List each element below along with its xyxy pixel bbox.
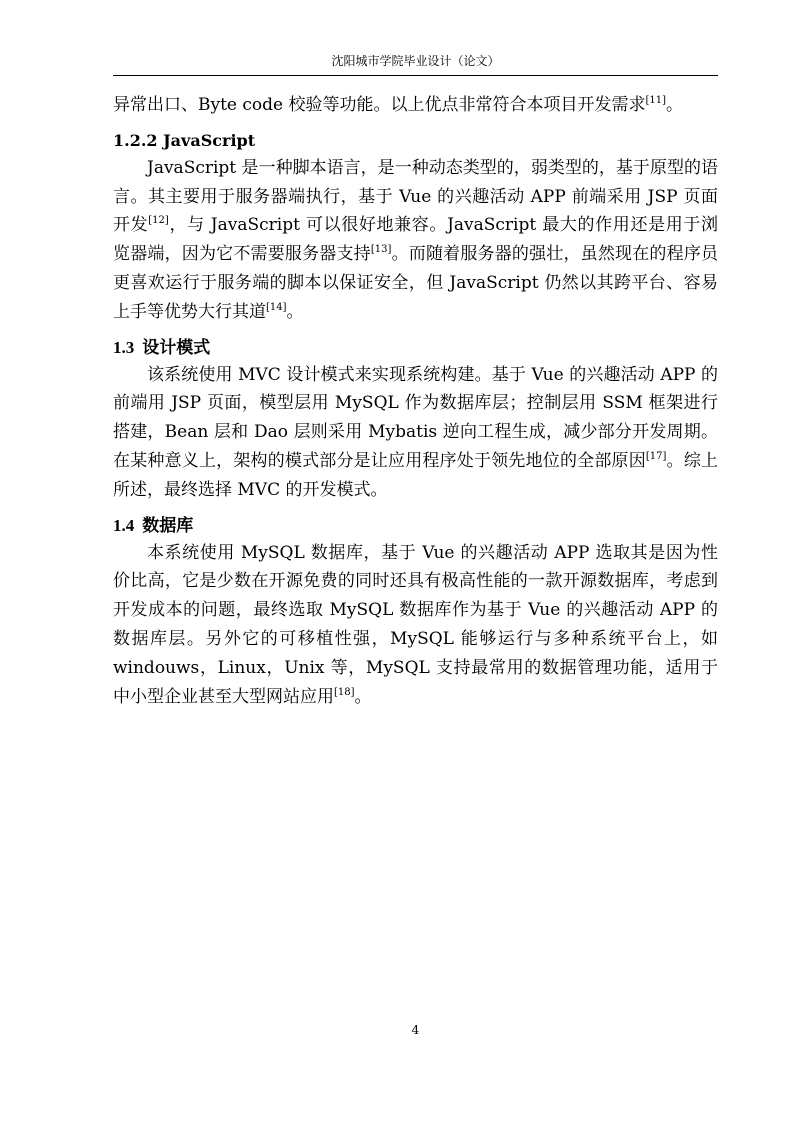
header-rule (113, 75, 718, 76)
page-number: 4 (411, 1023, 420, 1037)
paragraph-text: 该系统使用 MVC 设计模式来实现系统构建。基于 Vue 的兴趣活动 APP 的前端用 JSP 页面，模型层用 MySQL 作为数据库层；控制层用 SSM 框架进行搭建，Bean 层和 Dao 层则采用 Mybatis 逆向工程生成，减少部分开发周期。在某种意义上，架构的模式部分是让应用程序处于领先地位的全部原因 (113, 364, 718, 471)
page-header: 沈阳城市学院毕业设计（论文） (331, 54, 500, 68)
paragraph-end: 。 (354, 686, 372, 707)
citation: [18] (334, 686, 355, 698)
citation: [17] (645, 450, 667, 462)
paragraph-design-pattern (113, 361, 718, 505)
paragraph-text: 。而随着服务器的强壮，虽然现在的程序员更喜欢运行于服务端的脚本以保证安全，但 JavaScript 仍然以其跨平台、容易上手等优势大行其道 (113, 244, 719, 322)
paragraph-end: 。 (666, 95, 684, 115)
section-title: 设计模式 (142, 337, 211, 358)
section-title: 数据库 (142, 515, 194, 536)
section-heading-1-2-2: 1.2.2 JavaScript (113, 130, 256, 150)
citation: [13] (370, 244, 392, 256)
paragraph-end: 。 (286, 301, 304, 322)
paragraph-database (113, 539, 718, 712)
paragraph-text: JavaScript 是一种脚本语言，是一种动态类型的，弱类型的，基于原型的语言。其主要用于服务器端执行，基于 Vue 的兴趣活动 APP 前端采用 JSP 页面开发 (113, 157, 718, 236)
paragraph-continued (113, 91, 718, 120)
paragraph-text: ，与 JavaScript 可以很好地兼容。JavaScript 最大的作用还是用于浏览器端，因为它不需要服务器支持 (113, 215, 718, 265)
citation: [14] (266, 301, 287, 313)
paragraph-text: 本系统使用 MySQL 数据库，基于 Vue 的兴趣活动 APP 选取其是因为性价比高，它是少数在开源免费的同时还具有极高性能的一款开源数据库，考虑到开发成本的问题，最终选取 MySQL 数据库作为基于 Vue 的兴趣活动 APP 的数据库层。另外它的可移植性强，MySQL 能够运行与多种系统平台上，如 windouws，Linux，Unix 等，MySQL 支持最常用的数据管理功能，适用于中小型企业甚至大型网站应用 (113, 542, 718, 707)
section-heading-1-3 (113, 327, 718, 361)
paragraph-text: 。综上所述，最终选择 MVC 的开发模式。 (113, 450, 719, 500)
section-heading-1-4 (113, 505, 718, 539)
paragraph-javascript (113, 154, 718, 327)
section-number: 1.4 (113, 515, 135, 535)
section-number: 1.3 (113, 337, 135, 357)
citation: [12] (148, 215, 169, 227)
body-text (113, 91, 718, 711)
citation: [11] (645, 95, 667, 106)
paragraph-text: 异常出口、Byte code 校验等功能。以上优点非常符合本项目开发需求 (113, 95, 646, 115)
